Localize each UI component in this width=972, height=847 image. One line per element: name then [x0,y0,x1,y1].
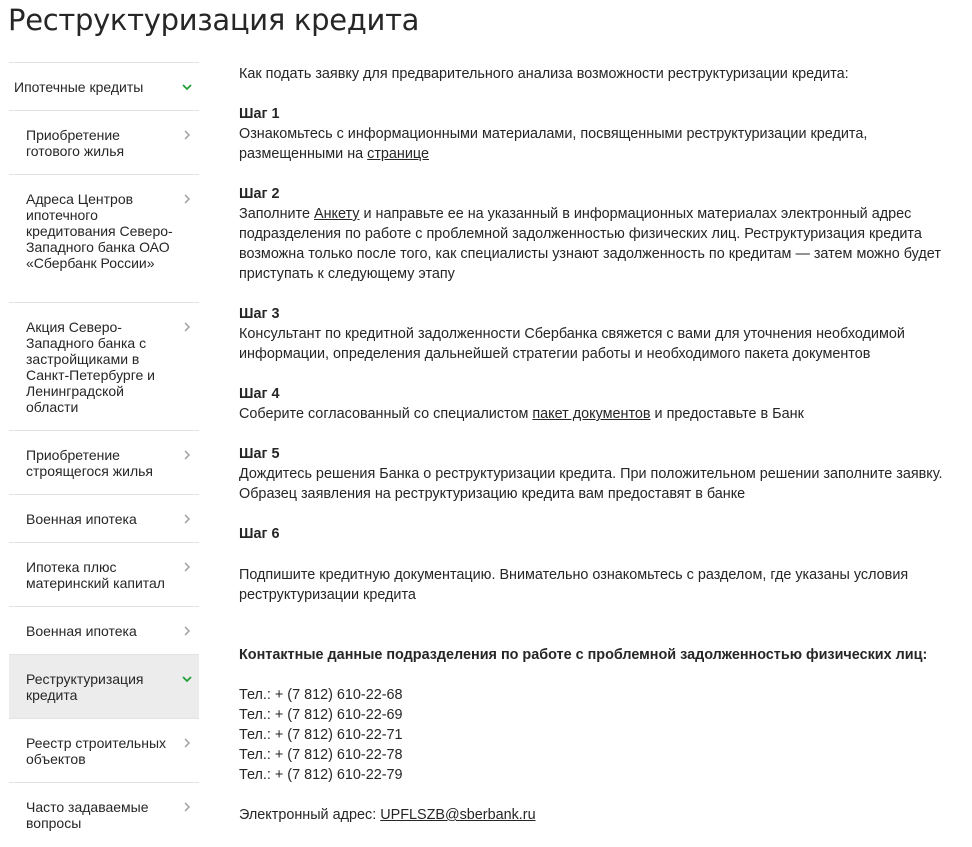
sidebar-item-restructuring[interactable] [9,655,199,719]
step-1-text [239,124,969,164]
chevron-down-icon [181,673,193,685]
step-4-title: Шаг 4 [239,386,280,402]
sidebar-item-label: Ипотечные кредиты [14,79,144,95]
sidebar-item-label: Приобретение строящегося жилья [26,447,153,479]
chevron-down-icon [181,81,193,93]
step-5-title: Шаг 5 [239,446,280,462]
page-title: Реструктуризация кредита [8,3,420,37]
sidebar-item-label: Реестр строительных объектов [26,735,167,767]
step-2-text-start: Заполните [239,206,314,222]
questionnaire-link[interactable]: Анкету [314,206,360,222]
step-3-title: Шаг 3 [239,306,280,322]
sidebar-item-centers-addresses[interactable] [9,175,199,303]
email-line [239,805,969,825]
contacts-title: Контактные данные подразделения по работе с проблемной задолженностью физических лиц: [239,647,928,663]
step-1-title: Шаг 1 [239,106,280,122]
sidebar-item-maternity-capital[interactable] [9,543,199,607]
step-4-text [239,404,969,424]
sidebar-item-developers-promo[interactable] [9,303,199,431]
step-6-title: Шаг 6 [239,526,280,542]
chevron-right-icon [181,801,193,813]
sidebar-item-ready-housing[interactable] [9,111,199,175]
sidebar-item-label: Акция Северо-Западного банка с застройщиками в Санкт-Петербурге и Ленинградской области [26,319,155,415]
chevron-right-icon [181,625,193,637]
phone-list [239,685,969,785]
phone-number: Тел.: + (7 812) 610-22-79 [239,767,403,783]
sidebar-item-construction-registry[interactable] [9,719,199,783]
step-3-text: Консультант по кредитной задолженности Сбербанка свяжется с вами для уточнения необходимой информации, определения дальнейшей стратегии работы и необходимого пакета документов [239,326,905,362]
sidebar-item-label: Военная ипотека [26,511,137,527]
step-2-text-end: и направьте ее на указанный в информационных материалах электронный адрес подразделения по работе с проблемной задолженностью физических лиц. Реструктуризация кредита возможна только после того, как специалисты узнают задолженность по кредитам — затем можно будет приступать к следующему этапу [239,206,941,282]
sidebar-item-faq[interactable] [9,783,199,847]
sidebar-item-label: Адреса Центров ипотечного кредитования Северо-Западного банка ОАО «Сбербанк России» [26,191,173,271]
step-6-text: Подпишите кредитную документацию. Внимательно ознакомьтесь с разделом, где указаны условия реструктуризации кредита [239,567,909,603]
sidebar-item-under-construction[interactable] [9,431,199,495]
step-4-text-end: и предоставьте в Банк [650,406,804,422]
page-link[interactable]: странице [367,146,430,162]
sidebar-item-label: Реструктуризация кредита [26,671,144,703]
chevron-right-icon [181,561,193,573]
chevron-right-icon [181,449,193,461]
step-2-title: Шаг 2 [239,186,280,202]
email-link[interactable]: UPFLSZB@sberbank.ru [380,807,536,823]
sidebar-item-military-mortgage[interactable] [9,495,199,543]
email-label: Электронный адрес: [239,807,381,823]
chevron-right-icon [181,737,193,749]
step-1-text-body: Ознакомьтесь с информационными материалами, посвященными реструктуризации кредита, размещенными на [239,126,868,162]
documents-package-link[interactable]: пакет документов [532,406,651,422]
phone-number: Тел.: + (7 812) 610-22-69 [239,707,403,723]
sidebar-item-label: Военная ипотека [26,623,137,639]
sidebar-nav [9,62,199,847]
chevron-right-icon [181,321,193,333]
chevron-right-icon [181,193,193,205]
phone-number: Тел.: + (7 812) 610-22-78 [239,747,403,763]
sidebar-item-label: Ипотека плюс материнский капитал [26,559,165,591]
phone-number: Тел.: + (7 812) 610-22-71 [239,727,403,743]
sidebar-item-mortgage[interactable] [9,63,199,111]
phone-number: Тел.: + (7 812) 610-22-68 [239,687,403,703]
step-4-text-start: Соберите согласованный со специалистом [239,406,533,422]
step-2-text [239,204,969,284]
chevron-right-icon [181,129,193,141]
sidebar-item-military-mortgage-2[interactable] [9,607,199,655]
sidebar-item-label: Часто задаваемые вопросы [26,799,149,831]
sidebar-item-label: Приобретение готового жилья [26,127,125,159]
step-5-text: Дождитесь решения Банка о реструктуризации кредита. При положительном решении заполните заявку. Образец заявления на реструктуризацию кредита вам предоставят в банке [239,466,943,502]
intro-text: Как подать заявку для предварительного анализа возможности реструктуризации кредита: [239,66,849,82]
chevron-right-icon [181,513,193,525]
main-content [239,64,969,825]
